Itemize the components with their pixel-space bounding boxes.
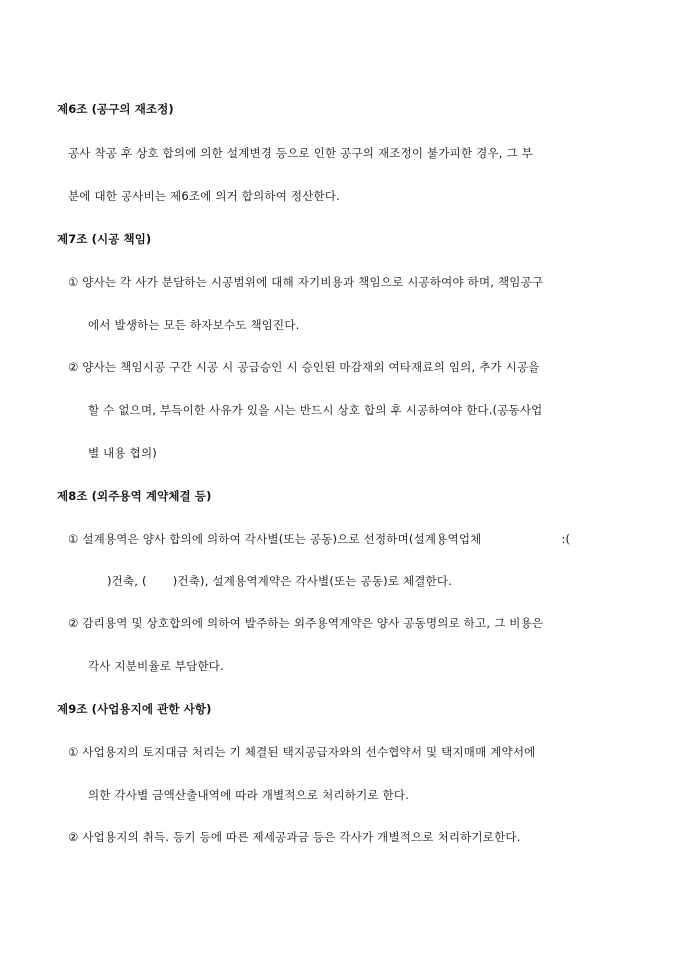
article-7-heading: 제7조 (시공 책임) bbox=[57, 232, 152, 246]
article-8-item-1-line-2-rest: )건축), 설계용역계약은 각사별(또는 공동)로 체결한다. bbox=[172, 574, 453, 588]
article-7-item-1-line-2: 에서 발생하는 모든 하자보수도 책임진다. bbox=[88, 318, 300, 332]
article-8-heading: 제8조 (외주용역 계약체결 등) bbox=[57, 489, 212, 503]
article-8-item-2-line-1: ② 감리용역 및 상호합의에 의하여 발주하는 외주용역계약은 양사 공동명의로 하고, 그 비용은 bbox=[68, 616, 544, 630]
article-8-item-2-line-2: 각사 지분비율로 부담한다. bbox=[88, 659, 224, 673]
article-8-item-1-line-1 bbox=[68, 532, 570, 546]
article-8-item-1-line-2 bbox=[107, 574, 452, 588]
article-9-item-1-line-1: ① 사업용지의 토지대금 처리는 기 체결된 택지공급자와의 선수협약서 및 택지매매 계약서에 bbox=[68, 745, 536, 759]
article-6-line-1: 공사 착공 후 상호 합의에 의한 설계변경 등으로 인한 공구의 재조정이 불가피한 경우, 그 부 bbox=[68, 146, 533, 160]
article-7-item-1-line-1: ① 양사는 각 사가 분담하는 시공범위에 대해 자기비용과 책임으로 시공하여야 하며, 책임공구 bbox=[68, 275, 544, 289]
article-8-item-1-text: ① 설계용역은 양사 합의에 의하여 각사별(또는 공동)으로 선정하며(설계용역업체 bbox=[68, 532, 482, 546]
article-6-heading: 제6조 (공구의 재조정) bbox=[57, 102, 174, 116]
article-9-item-1-line-2: 의한 각사별 금액산출내역에 따라 개별적으로 처리하기로 한다. bbox=[88, 788, 410, 802]
article-9-item-2-line-1: ② 사업용지의 취득. 등기 등에 따른 제세공과금 등은 각사가 개별적으로 처리하기로한다. bbox=[68, 830, 521, 844]
article-7-item-2-line-3: 별 내용 협의) bbox=[88, 446, 157, 460]
article-7-item-2-line-2: 할 수 없으며, 부득이한 사유가 있을 시는 반드시 상호 합의 후 시공하여야 한다.(공동사업 bbox=[88, 403, 543, 417]
article-7-item-2-line-1: ② 양사는 책임시공 구간 시공 시 공급승인 시 승인된 마감재외 여타재료의 임의, 추가 시공을 bbox=[68, 360, 540, 374]
article-9-heading: 제9조 (사업용지에 관한 사항) bbox=[57, 702, 212, 716]
article-6-line-2: 분에 대한 공사비는 제6조에 의거 합의하여 정산한다. bbox=[68, 189, 340, 203]
article-8-item-1-line-2-start: )건축, ( bbox=[107, 574, 147, 588]
article-8-item-1-tail: :( bbox=[561, 532, 571, 546]
